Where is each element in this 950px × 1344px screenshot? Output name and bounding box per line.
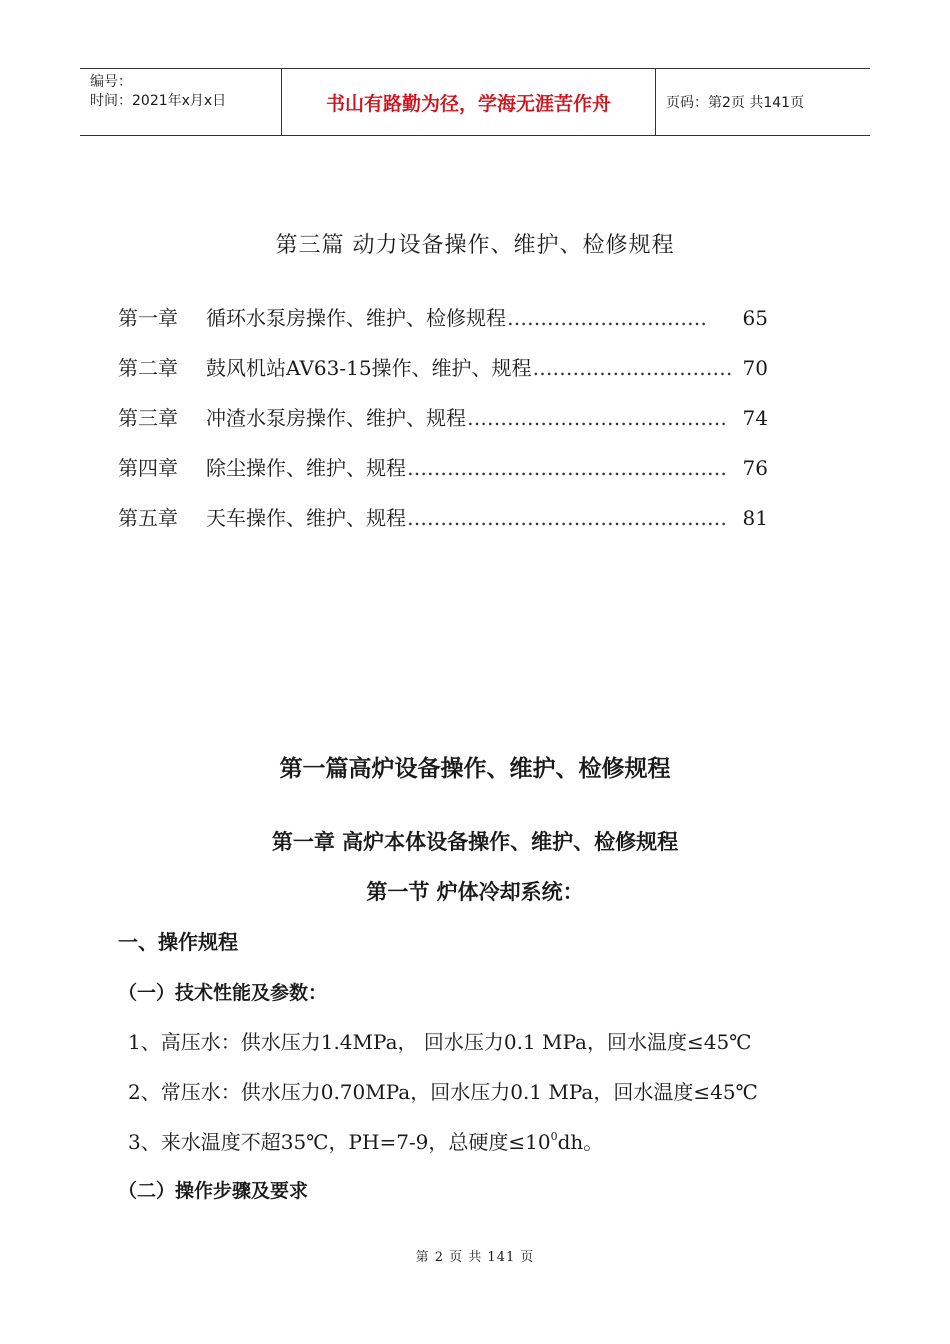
section1-title: 第一节 炉体冷却系统： [366, 880, 584, 904]
toc-chapter: 第一章 [118, 306, 178, 330]
toc-leader: ………………………………………… [407, 456, 727, 480]
heading-operation-rules: 一、操作规程 [118, 930, 238, 954]
toc-leader: ………………………… [507, 306, 707, 330]
header-motto: 书山有路勤为径，学海无涯苦作舟 [282, 69, 656, 135]
spec-item-1: 1、高压水：供水压力1.4MPa， 回水压力0.1 MPa，回水温度≤45℃ [128, 1030, 752, 1054]
toc-title: 冲渣水泵房操作、维护、规程 [206, 406, 466, 430]
toc-leader: ………………………………………… [407, 506, 727, 530]
toc-chapter: 第三章 [118, 406, 178, 430]
spec-item-2: 2、常压水：供水压力0.70MPa，回水压力0.1 MPa，回水温度≤45℃ [128, 1080, 758, 1104]
page-header [80, 68, 870, 136]
toc-title: 天车操作、维护、规程 [206, 506, 406, 530]
spec-item-3-tail: dh。 [557, 1130, 604, 1154]
toc-title: 除尘操作、维护、规程 [206, 456, 406, 480]
toc-page: 76 [742, 456, 768, 480]
number-label: 编号： [90, 74, 132, 90]
spec-item-3-sup: 0 [550, 1130, 558, 1143]
toc-row[interactable] [118, 402, 768, 452]
toc-row[interactable] [118, 302, 768, 352]
toc-row[interactable] [118, 352, 768, 402]
toc-row[interactable] [118, 452, 768, 502]
spec-item-3 [128, 1126, 603, 1155]
toc-page: 70 [742, 356, 768, 380]
toc-chapter: 第四章 [118, 456, 178, 480]
toc-chapter: 第二章 [118, 356, 178, 380]
toc-leader: ………………………… [532, 356, 733, 380]
table-of-contents [118, 302, 768, 552]
toc-row[interactable] [118, 502, 768, 552]
spec-item-3-main: 3、来水温度不超35℃，PH=7-9，总硬度≤10 [128, 1130, 551, 1154]
toc-title: 循环水泵房操作、维护、检修规程 [206, 306, 506, 330]
subheading-specs: （一）技术性能及参数： [118, 982, 328, 1004]
toc-page: 74 [742, 406, 768, 430]
header-page-info: 页码：第2页 共141页 [666, 95, 805, 111]
toc-page: 81 [742, 506, 768, 530]
header-meta [80, 69, 282, 135]
toc-chapter: 第五章 [118, 506, 178, 530]
toc-leader: ………………………………… [467, 406, 727, 430]
page-footer: 第 2 页 共 141 页 [415, 1250, 535, 1265]
part3-title: 第三篇 动力设备操作、维护、检修规程 [275, 233, 675, 258]
subheading-steps: （二）操作步骤及要求 [118, 1180, 309, 1202]
time-label: 时间：2021年x月x日 [90, 93, 227, 109]
toc-title: 鼓风机站AV63-15操作、维护、规程 [206, 356, 532, 380]
part1-title: 第一篇高炉设备操作、维护、检修规程 [279, 756, 671, 782]
toc-page: 65 [742, 306, 768, 330]
chapter1-title: 第一章 高炉本体设备操作、维护、检修规程 [271, 830, 679, 854]
